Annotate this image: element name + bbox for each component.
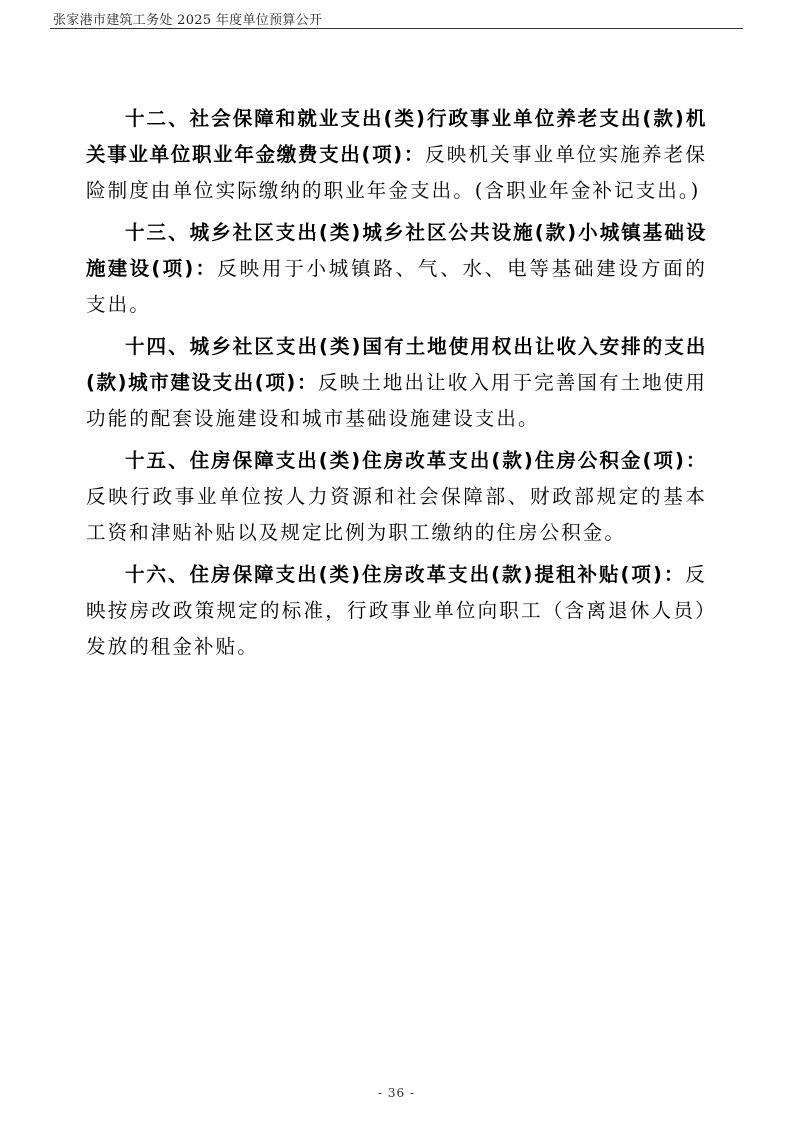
paragraph-lead: 十四、城乡社区支出(类)国有土地使用权出让收入安排的支出(款)城市建设支出(项)：	[86, 335, 707, 394]
paragraph-text: 反映按房改政策规定的标准，行政事业单位向职工（含离退休人员）发放的租金补贴。	[86, 563, 707, 658]
paragraph-item-13	[86, 215, 707, 323]
paragraph-text: 反映机关事业单位实施养老保险制度由单位实际缴纳的职业年金支出。(含职业年金补记支出。)	[86, 143, 707, 202]
paragraph-lead: 十六、住房保障支出(类)住房改革支出(款)提租补贴(项)：	[125, 563, 686, 586]
paragraph-lead: 十五、住房保障支出(类)住房改革支出(款)住房公积金(项)：	[125, 449, 707, 472]
paragraph-lead: 十三、城乡社区支出(类)城乡社区公共设施(款)小城镇基础设施建设(项)：	[86, 221, 707, 280]
paragraph-item-16	[86, 557, 707, 665]
paragraph-text: 反映土地出让收入用于完善国有土地使用功能的配套设施建设和城市基础设施建设支出。	[86, 371, 707, 430]
paragraph-item-14	[86, 329, 707, 437]
paragraph-lead: 十二、社会保障和就业支出(类)行政事业单位养老支出(款)机关事业单位职业年金缴费支出(项)：	[86, 107, 707, 166]
paragraph-text: 反映行政事业单位按人力资源和社会保障部、财政部规定的基本工资和津贴补贴以及规定比例为职工缴纳的住房公积金。	[86, 485, 707, 544]
document-body	[86, 101, 707, 671]
document-header: 张家港市建筑工务处 2025 年度单位预算公开	[53, 13, 323, 28]
header-divider	[50, 28, 743, 29]
paragraph-text: 反映用于小城镇路、气、水、电等基础建设方面的支出。	[86, 257, 707, 316]
paragraph-item-12	[86, 101, 707, 209]
paragraph-item-15	[86, 443, 707, 551]
page-number: - 36 -	[377, 1086, 415, 1100]
